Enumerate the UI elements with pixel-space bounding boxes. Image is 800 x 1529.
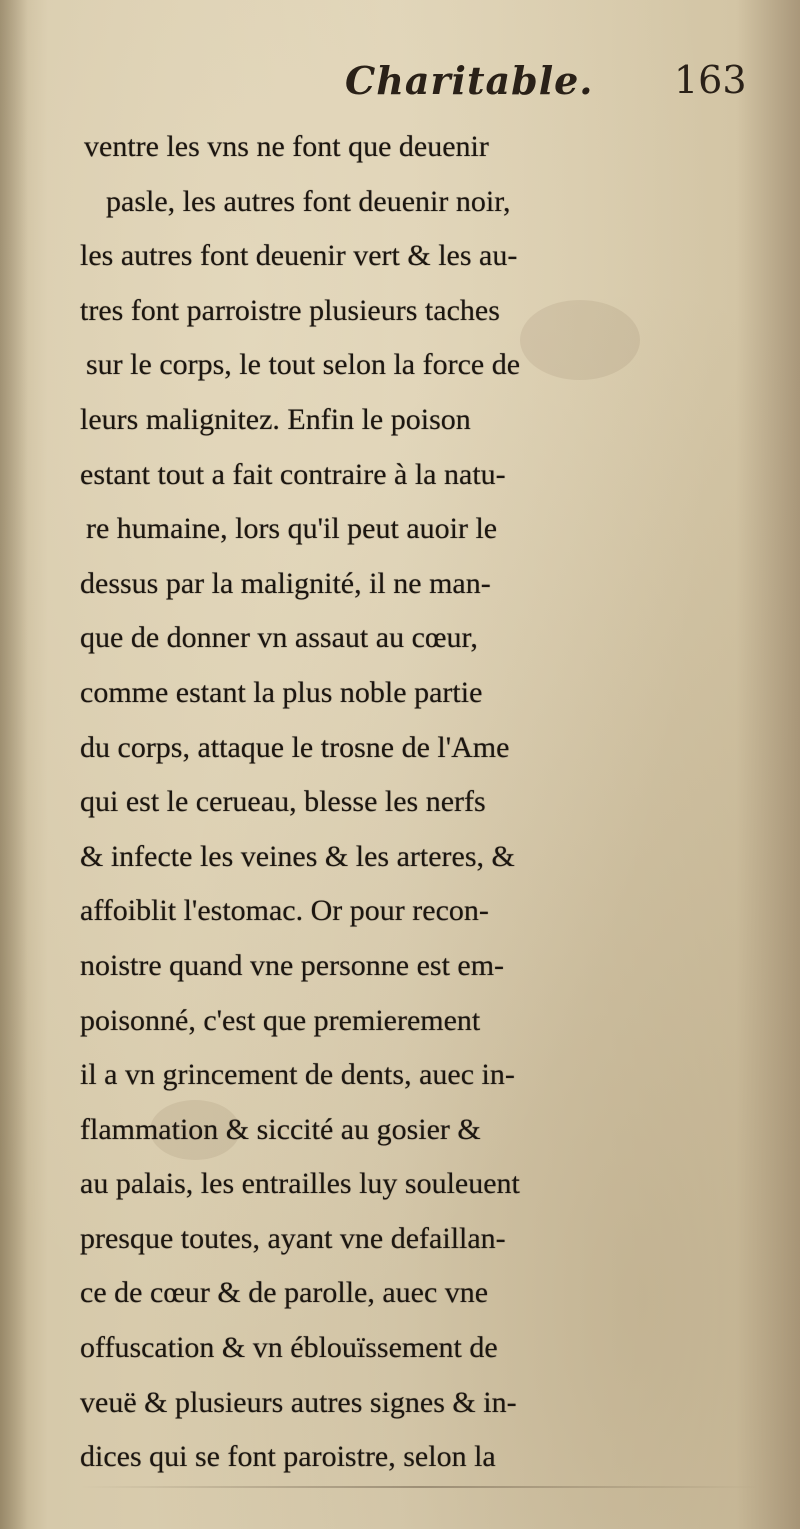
page-number: 163 xyxy=(674,58,747,102)
text-line: leurs malignitez. Enfin le poison xyxy=(80,402,471,436)
text-line: au palais, les entrailles luy souleuent xyxy=(80,1167,520,1201)
text-line: pasle, les autres font deuenir noir, xyxy=(106,184,511,218)
text-line: comme estant la plus noble partie xyxy=(80,675,483,709)
text-line: flammation & siccité au gosier & xyxy=(80,1112,481,1146)
text-line: qui est le cerueau, blesse les nerfs xyxy=(80,785,486,819)
body-text xyxy=(80,120,790,1485)
text-line: sur le corps, le tout selon la force de xyxy=(86,348,521,382)
running-title: Charitable. xyxy=(345,58,594,103)
text-line: il a vn grincement de dents, auec in- xyxy=(80,1058,515,1092)
text-line: presque toutes, ayant vne defaillan- xyxy=(80,1221,506,1255)
text-line: tres font parroistre plusieurs taches xyxy=(80,293,500,327)
text-line: & infecte les veines & les arteres, & xyxy=(80,839,515,873)
page-gutter-shadow xyxy=(0,0,28,1529)
text-line: que de donner vn assaut au cœur, xyxy=(80,621,478,655)
text-line: offuscation & vn éblouïssement de xyxy=(80,1331,498,1365)
text-line: affoiblit l'estomac. Or pour recon- xyxy=(80,894,489,928)
text-line: re humaine, lors qu'il peut auoir le xyxy=(86,512,498,546)
text-line: veuë & plusieurs autres signes & in- xyxy=(80,1385,517,1419)
text-line: du corps, attaque le trosne de l'Ame xyxy=(80,730,510,764)
text-line: poisonné, c'est que premierement xyxy=(80,1003,481,1037)
text-line: estant tout a fait contraire à la natu- xyxy=(80,457,506,491)
text-line: ventre les vns ne font que deuenir xyxy=(84,130,489,163)
text-line: noistre quand vne personne est em- xyxy=(80,948,505,982)
text-line: dices qui se font paroistre, selon la xyxy=(80,1440,496,1474)
running-head xyxy=(0,58,800,118)
text-line: ce de cœur & de parolle, auec vne xyxy=(80,1276,489,1310)
text-line: dessus par la malignité, il ne man- xyxy=(80,566,491,600)
bottom-edge-rule xyxy=(80,1486,760,1488)
text-line: les autres font deuenir vert & les au- xyxy=(80,239,518,273)
